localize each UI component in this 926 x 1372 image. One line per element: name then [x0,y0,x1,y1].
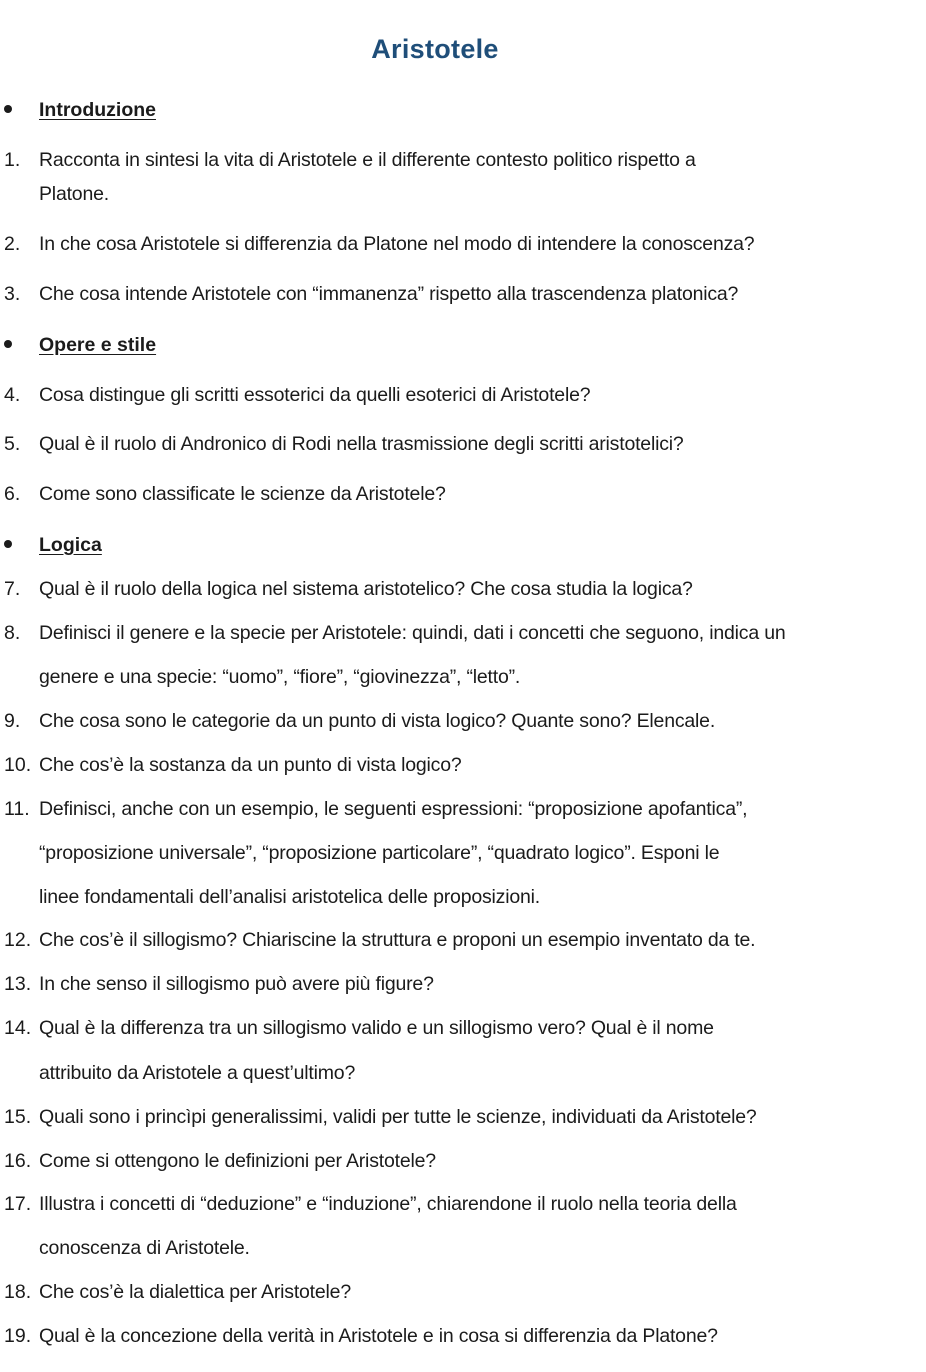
question-number: 18. [4,1281,32,1303]
question-number: 19. [4,1325,32,1347]
question-text: Che cosa sono le categorie da un punto di vista logico? Quante sono? Elencale. [39,710,716,732]
question-number: 16. [4,1150,32,1172]
bullet-icon [4,340,12,348]
question-number: 2. [4,233,21,255]
question-number: 17. [4,1193,32,1215]
section-heading-introduzione: Introduzione [39,99,156,121]
question-text: Come sono classificate le scienze da Aristotele? [39,483,446,505]
document-title: Aristotele [371,34,499,64]
question-text: Qual è la differenza tra un sillogismo valido e un sillogismo vero? Qual è il nome [39,1017,714,1039]
question-text: “proposizione universale”, “proposizione particolare”, “quadrato logico”. Esponi le [39,842,720,864]
question-number: 4. [4,384,21,406]
question-text: Definisci, anche con un esempio, le seguenti espressioni: “proposizione apofantica”, [39,798,748,820]
question-number: 5. [4,433,21,455]
question-text: Che cos’è la dialettica per Aristotele? [39,1281,351,1303]
question-text: Come si ottengono le definizioni per Aristotele? [39,1150,436,1172]
question-text: In che senso il sillogismo può avere più figure? [39,973,434,995]
question-text: Quali sono i princìpi generalissimi, validi per tutte le scienze, individuati da Aristotele? [39,1106,757,1128]
question-number: 8. [4,622,21,644]
question-number: 11. [4,798,30,820]
question-text: Cosa distingue gli scritti essoterici da quelli esoterici di Aristotele? [39,384,591,406]
bullet-icon [4,105,12,113]
section-heading-opere-e-stile: Opere e stile [39,334,157,356]
question-text: Illustra i concetti di “deduzione” e “induzione”, chiarendone il ruolo nella teoria della [39,1193,737,1215]
question-text: Platone. [39,183,109,205]
question-text: Definisci il genere e la specie per Aristotele: quindi, dati i concetti che seguono, indica un [39,622,786,644]
question-number: 6. [4,483,21,505]
question-number: 9. [4,710,21,732]
question-text: genere e una specie: “uomo”, “fiore”, “giovinezza”, “letto”. [39,666,521,688]
question-number: 7. [4,578,21,600]
question-text: Che cosa intende Aristotele con “immanenza” rispetto alla trascendenza platonica? [39,283,739,305]
question-number: 15. [4,1106,32,1128]
question-text: Racconta in sintesi la vita di Aristotele e il differente contesto politico rispetto a [39,149,696,171]
question-number: 14. [4,1017,32,1039]
question-text: linee fondamentali dell’analisi aristotelica delle proposizioni. [39,886,540,908]
question-text: Qual è la concezione della verità in Aristotele e in cosa si differenzia da Platone? [39,1325,718,1347]
section-heading-logica: Logica [39,534,102,556]
question-text: conoscenza di Aristotele. [39,1237,250,1259]
question-text: Qual è il ruolo di Andronico di Rodi nella trasmissione degli scritti aristotelici? [39,433,684,455]
question-text: Che cos’è la sostanza da un punto di vista logico? [39,754,462,776]
question-text: Che cos’è il sillogismo? Chiariscine la struttura e proponi un esempio inventato da te. [39,929,756,951]
question-text: attribuito da Aristotele a quest’ultimo? [39,1062,356,1084]
question-text: Qual è il ruolo della logica nel sistema aristotelico? Che cosa studia la logica? [39,578,693,600]
question-text: In che cosa Aristotele si differenzia da Platone nel modo di intendere la conoscenza? [39,233,755,255]
question-number: 12. [4,929,32,951]
question-number: 13. [4,973,32,995]
question-number: 10. [4,754,32,776]
question-number: 1. [4,149,21,171]
bullet-icon [4,540,12,548]
question-number: 3. [4,283,21,305]
